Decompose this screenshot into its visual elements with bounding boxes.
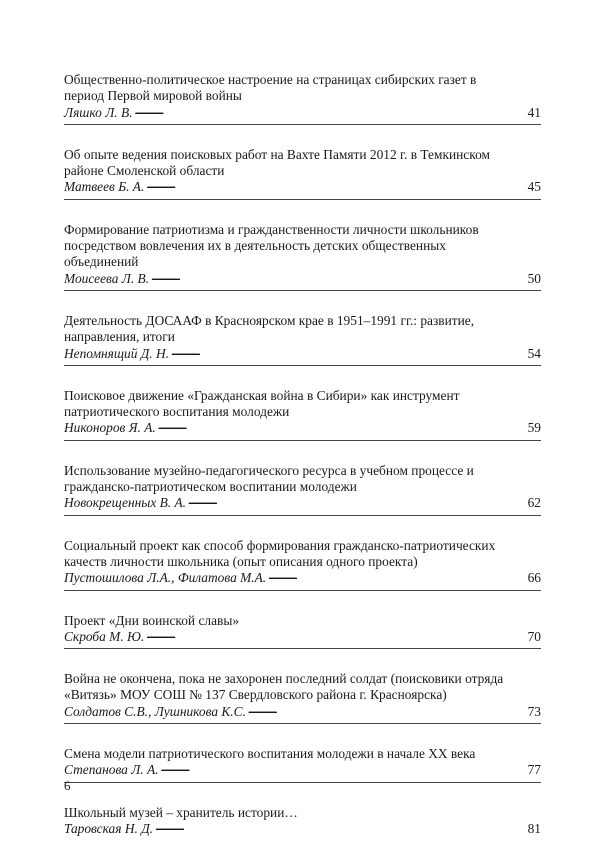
toc-entry [64,72,541,125]
entry-title: Война не окончена, пока не захоронен последний солдат (поисковики отряда «Витязь» МОУ СОШ № 137 Свердловского района г. Красноярска) [64,671,504,703]
entry-rule [64,590,541,591]
entry-title: Школьный музей – хранитель истории… [64,804,298,820]
entry-author: Солдатов С.В., Лушникова К.С. [64,703,246,719]
entry-author: Непомнящий Д. Н. [64,345,169,361]
entry-title: Смена модели патриотического воспитания молодежи в начале XX века [64,746,476,762]
entry-author: Моисеева Л. В. [64,270,150,286]
entry-author: Матвеев Б. А. [64,179,145,195]
toc-entry [64,538,541,591]
entry-page-number: 70 [527,628,541,644]
entry-author-line [64,570,541,586]
entry-page-number: 54 [527,345,541,361]
entry-author-line [64,179,541,195]
entry-rule [64,365,541,366]
entry-page-number: 41 [527,104,541,120]
toc-entry [64,746,541,783]
entry-title: Формирование патриотизма и гражданственности личности школьников посредством вовлечения их в деятельность детских общественных объединений [64,221,479,270]
entry-page-number: 81 [527,820,541,836]
entry-author-line [64,762,541,778]
toc-entry [64,388,541,441]
entry-author-line [64,629,541,645]
entry-author-line [64,105,541,121]
entry-title: Общественно-политическое настроение на страницах сибирских газет в период Первой мировой войны [64,72,477,104]
entry-title: Использование музейно-педагогического ресурса в учебном процессе и гражданско-патриотическом воспитании молодежи [64,462,474,495]
dot-leader [188,496,503,512]
entry-author: Таровская Н. Д. [64,820,154,836]
entry-title: Проект «Дни воинской славы» [64,612,240,628]
entry-author-line [64,346,541,362]
dot-leader [146,180,503,196]
entry-page-number: 45 [527,179,541,195]
entry-title: Поисковое движение «Гражданская война в Сибири» как инструмент патриотического воспитания молодежи [64,387,460,420]
dot-leader [158,421,503,437]
entry-rule [64,199,541,200]
entry-rule [64,515,541,516]
toc-entry [64,463,541,516]
dot-leader [146,629,503,645]
entry-page-number: 50 [527,270,541,286]
entry-author-line [64,271,541,287]
entry-author-line [64,821,541,837]
entry-rule [64,723,541,724]
entry-page-number: 73 [527,703,541,719]
entry-author: Пустошилова Л.А., Филатова М.А. [64,570,267,586]
toc-entry [64,147,541,200]
entry-author-line [64,495,541,511]
dot-leader [248,704,503,720]
toc-entry [64,613,541,650]
dot-leader [135,105,504,121]
entry-rule [64,782,541,783]
entry-author: Никоноров Я. А. [64,420,156,436]
table-of-contents [64,72,541,859]
entry-page-number: 59 [527,420,541,436]
entry-page-number: 77 [527,762,541,778]
toc-entry [64,671,541,724]
entry-rule [64,440,541,441]
entry-author: Степанова Л. А. [64,762,159,778]
entry-author-line [64,704,541,720]
entry-title: Об опыте ведения поисковых работ на Вахте Памяти 2012 г. в Темкинском районе Смоленской области [64,146,490,179]
entry-rule [64,124,541,125]
page-number: 6 [64,778,71,793]
dot-leader [161,763,503,779]
entry-title: Социальный проект как способ формирования гражданско-патриотических качеств личности школьника (опыт описания одного проекта) [64,537,496,569]
dot-leader [171,346,503,362]
toc-entry [64,313,541,366]
entry-page-number: 62 [527,495,541,511]
toc-entry [64,222,541,291]
entry-author: Новокрещенных В. А. [64,495,187,511]
entry-author: Скроба М. Ю. [64,628,145,644]
dot-leader [155,821,503,837]
entry-title: Деятельность ДОСААФ в Красноярском крае в 1951–1991 гг.: развитие, направления, итоги [64,312,475,345]
entry-page-number: 66 [527,570,541,586]
entry-rule [64,648,541,649]
toc-entry [64,805,541,838]
entry-rule [64,290,541,291]
entry-author: Ляшко Л. В. [64,104,133,120]
dot-leader [268,571,503,587]
entry-author-line [64,420,541,436]
dot-leader [151,271,503,287]
